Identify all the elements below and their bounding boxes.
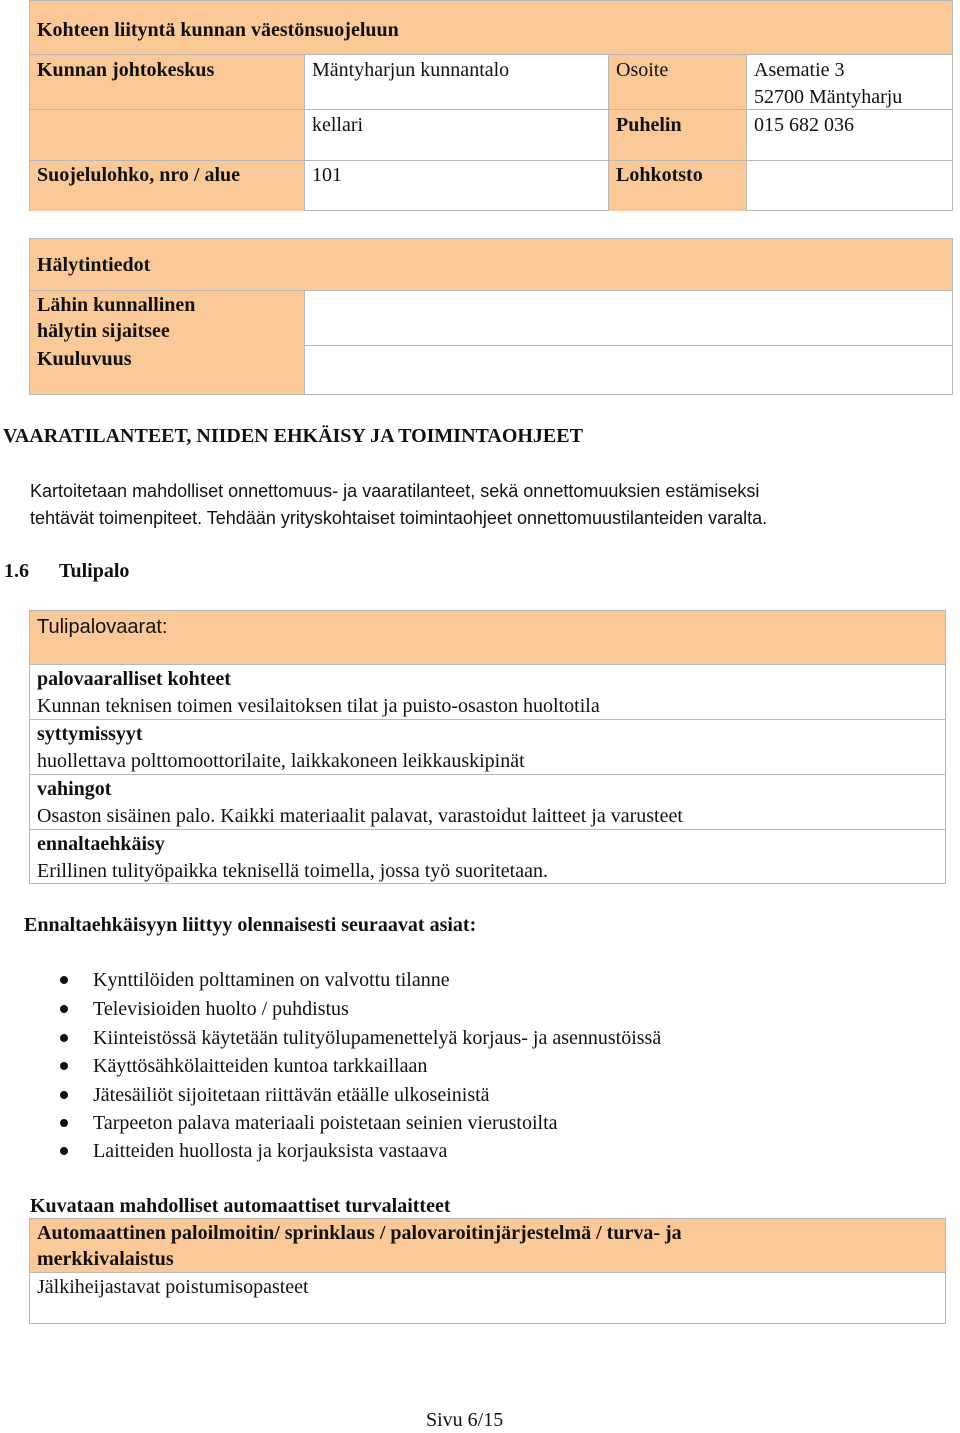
page-number: Sivu 6/15	[426, 1409, 504, 1431]
fire-hazard-value: Erillinen tulityöpaikka teknisellä toimella, jossa työ suoritetaan.	[37, 860, 548, 882]
fire-hazards-table	[29, 610, 946, 884]
alarm-title: Hälytintiedot	[37, 254, 151, 276]
fire-hazards-title: Tulipalovaarat:	[37, 616, 168, 638]
fire-hazard-label: vahingot	[37, 778, 112, 800]
safety-devices-heading: Kuvataan mahdolliset automaattiset turvalaitteet	[30, 1195, 451, 1217]
safety-devices-title-line-1: Automaattinen paloilmoitin/ sprinklaus / palovaroitinjärjestelmä / turva- ja	[37, 1222, 682, 1244]
address-label: Osoite	[616, 59, 669, 81]
bullet-icon	[60, 1091, 68, 1099]
hazards-intro-line-2: tehtävät toimenpiteet. Tehdään yrityskohtaiset toimintaohjeet onnettomuustilanteiden varalta.	[30, 508, 768, 528]
alarm-audibility-label: Kuuluvuus	[37, 348, 132, 370]
bullet-icon	[60, 976, 68, 984]
safety-devices-value: Jälkiheijastavat poistumisopasteet	[37, 1276, 309, 1298]
block-value: 101	[312, 164, 342, 186]
hazards-heading: VAARATILANTEET, NIIDEN EHKÄISY JA TOIMINTAOHJEET	[3, 425, 583, 447]
alarm-title-row	[30, 239, 952, 291]
command-center-value: Mäntyharjun kunnantalo	[312, 59, 510, 81]
fire-hazard-label: ennaltaehkäisy	[37, 833, 165, 855]
command-center-sub: kellari	[312, 114, 364, 136]
bullet-icon	[60, 1119, 68, 1127]
phone-label: Puhelin	[616, 114, 682, 136]
safety-devices-title-line-2: merkkivalaistus	[37, 1248, 174, 1270]
fire-section-title: Tulipalo	[59, 560, 130, 582]
address-line-1: Asematie 3	[754, 59, 845, 81]
hazards-intro-line-1: Kartoitetaan mahdolliset onnettomuus- ja vaaratilanteet, sekä onnettomuuksien estämiseksi	[30, 481, 760, 501]
command-center-label: Kunnan johtokeskus	[37, 59, 215, 81]
alarm-location-label-2: hälytin sijaitsee	[37, 320, 170, 342]
fire-hazard-value: Osaston sisäinen palo. Kaikki materiaalit palavat, varastoidut laitteet ja varusteet	[37, 805, 683, 827]
phone-value: 015 682 036	[754, 114, 854, 136]
bullet-icon	[60, 1062, 68, 1070]
fire-section-number: 1.6	[4, 560, 29, 582]
bullet-icon	[60, 1034, 68, 1042]
alarm-location-label-1: Lähin kunnallinen	[37, 294, 196, 316]
fire-hazard-label: palovaaralliset kohteet	[37, 668, 231, 690]
section-label: Lohkotsto	[616, 164, 703, 186]
bullet-icon	[60, 1005, 68, 1013]
bullet-icon	[60, 1147, 68, 1155]
civil-defence-title: Kohteen liityntä kunnan väestönsuojeluun	[37, 19, 399, 41]
fire-hazard-label: syttymissyyt	[37, 723, 143, 745]
address-line-2: 52700 Mäntyharju	[754, 86, 903, 108]
prevention-heading: Ennaltaehkäisyyn liittyy olennaisesti seuraavat asiat:	[24, 914, 477, 936]
fire-hazard-value: huollettava polttomoottorilaite, laikkakoneen leikkauskipinät	[37, 750, 525, 772]
block-label: Suojelulohko, nro / alue	[37, 164, 241, 186]
fire-hazard-value: Kunnan teknisen toimen vesilaitoksen tilat ja puisto-osaston huoltotila	[37, 695, 600, 717]
